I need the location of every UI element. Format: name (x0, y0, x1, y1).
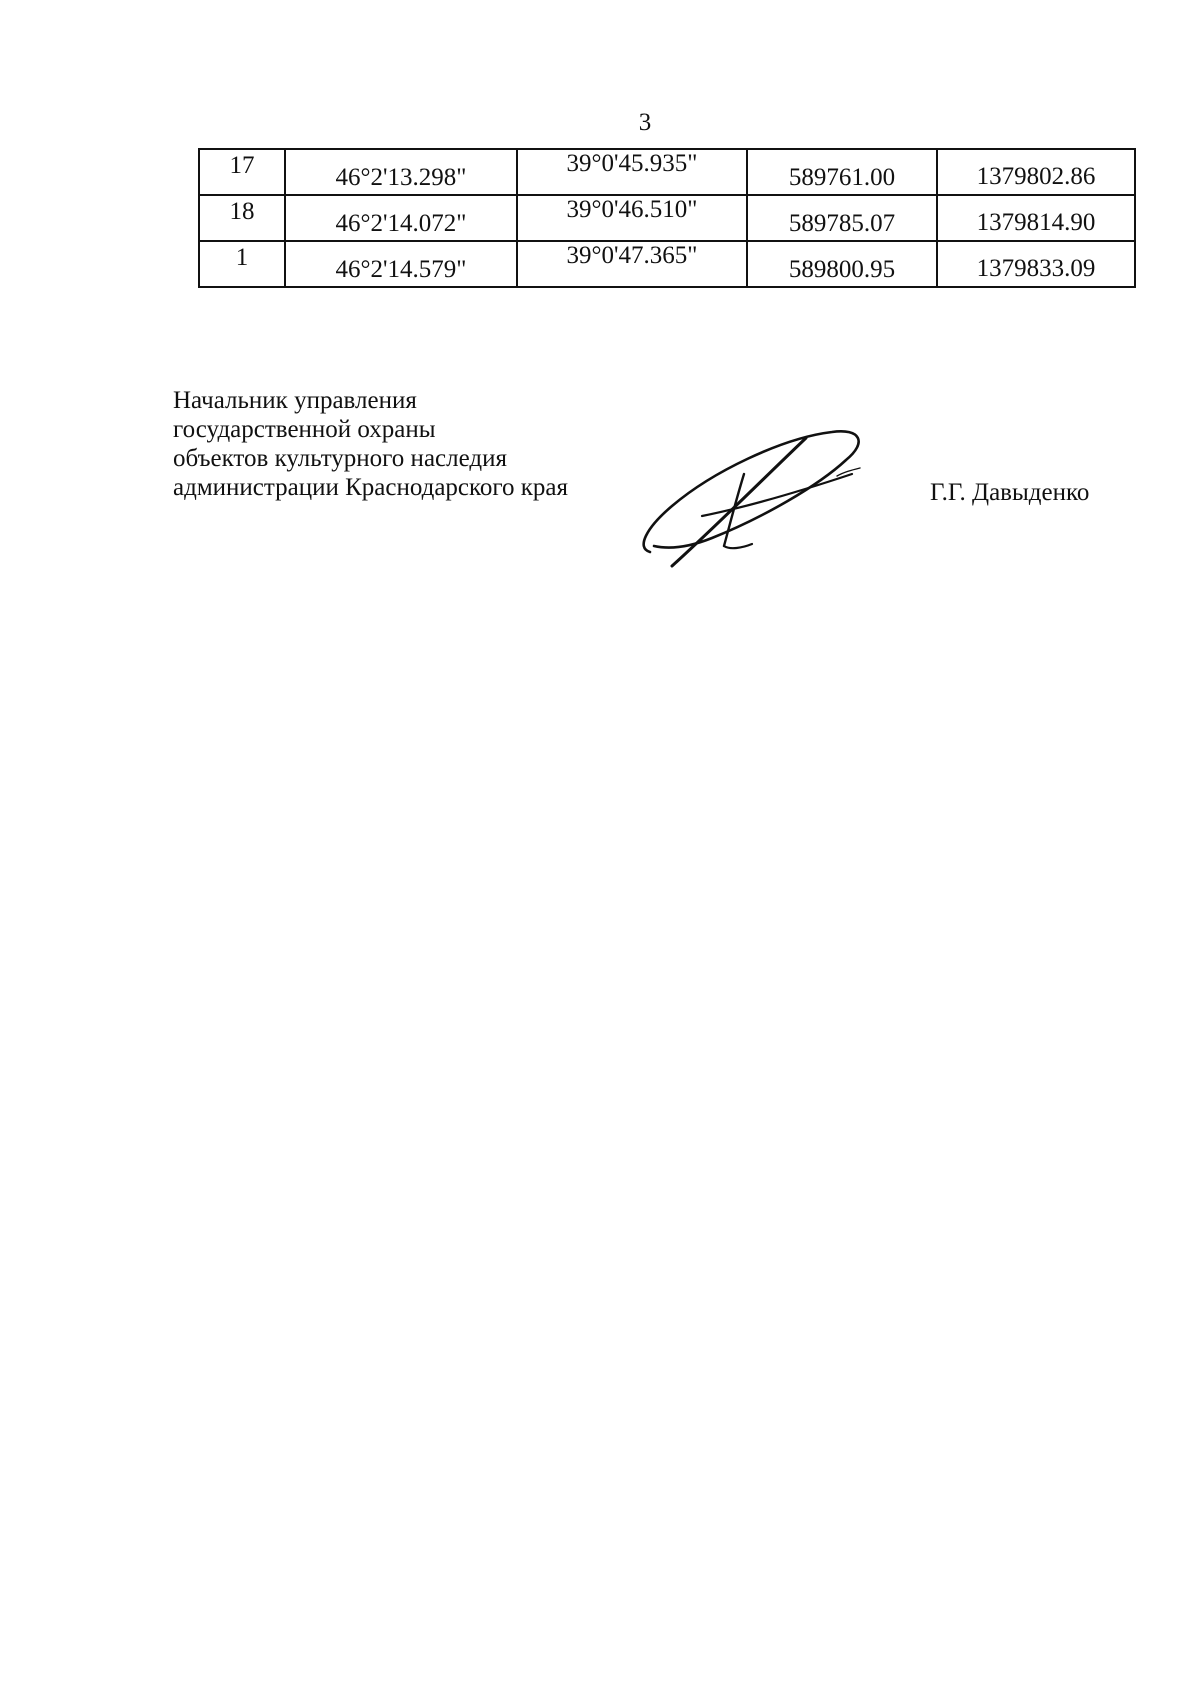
y-coordinate-cell: 1379802.86 (937, 149, 1135, 195)
x-coordinate-cell: 589800.95 (747, 241, 937, 287)
x-coordinate-cell: 589785.07 (747, 195, 937, 241)
signer-name: Г.Г. Давыденко (930, 479, 1090, 506)
latitude-cell: 46°2'14.579" (285, 241, 517, 287)
latitude-cell: 46°2'14.072" (285, 195, 517, 241)
point-number-cell: 18 (199, 195, 285, 241)
latitude-cell: 46°2'13.298" (285, 149, 517, 195)
longitude-cell: 39°0'47.365" (517, 241, 747, 287)
point-number-cell: 17 (199, 149, 285, 195)
longitude-cell: 39°0'46.510" (517, 195, 747, 241)
table-row (199, 149, 1135, 195)
table-row (199, 241, 1135, 287)
coordinates-table (198, 148, 1136, 288)
signatory-position (173, 386, 568, 502)
x-coordinate-cell: 589761.00 (747, 149, 937, 195)
y-coordinate-cell: 1379814.90 (937, 195, 1135, 241)
position-line: объектов культурного наследия (173, 445, 507, 472)
position-line: Начальник управления (173, 387, 417, 414)
longitude-cell: 39°0'45.935" (517, 149, 747, 195)
table-row (199, 195, 1135, 241)
position-line: администрации Краснодарского края (173, 474, 569, 501)
handwritten-signature-icon (632, 420, 872, 570)
page-number: 3 (638, 109, 652, 136)
y-coordinate-cell: 1379833.09 (937, 241, 1135, 287)
position-line: государственной охраны (173, 416, 436, 443)
point-number-cell: 1 (199, 241, 285, 287)
